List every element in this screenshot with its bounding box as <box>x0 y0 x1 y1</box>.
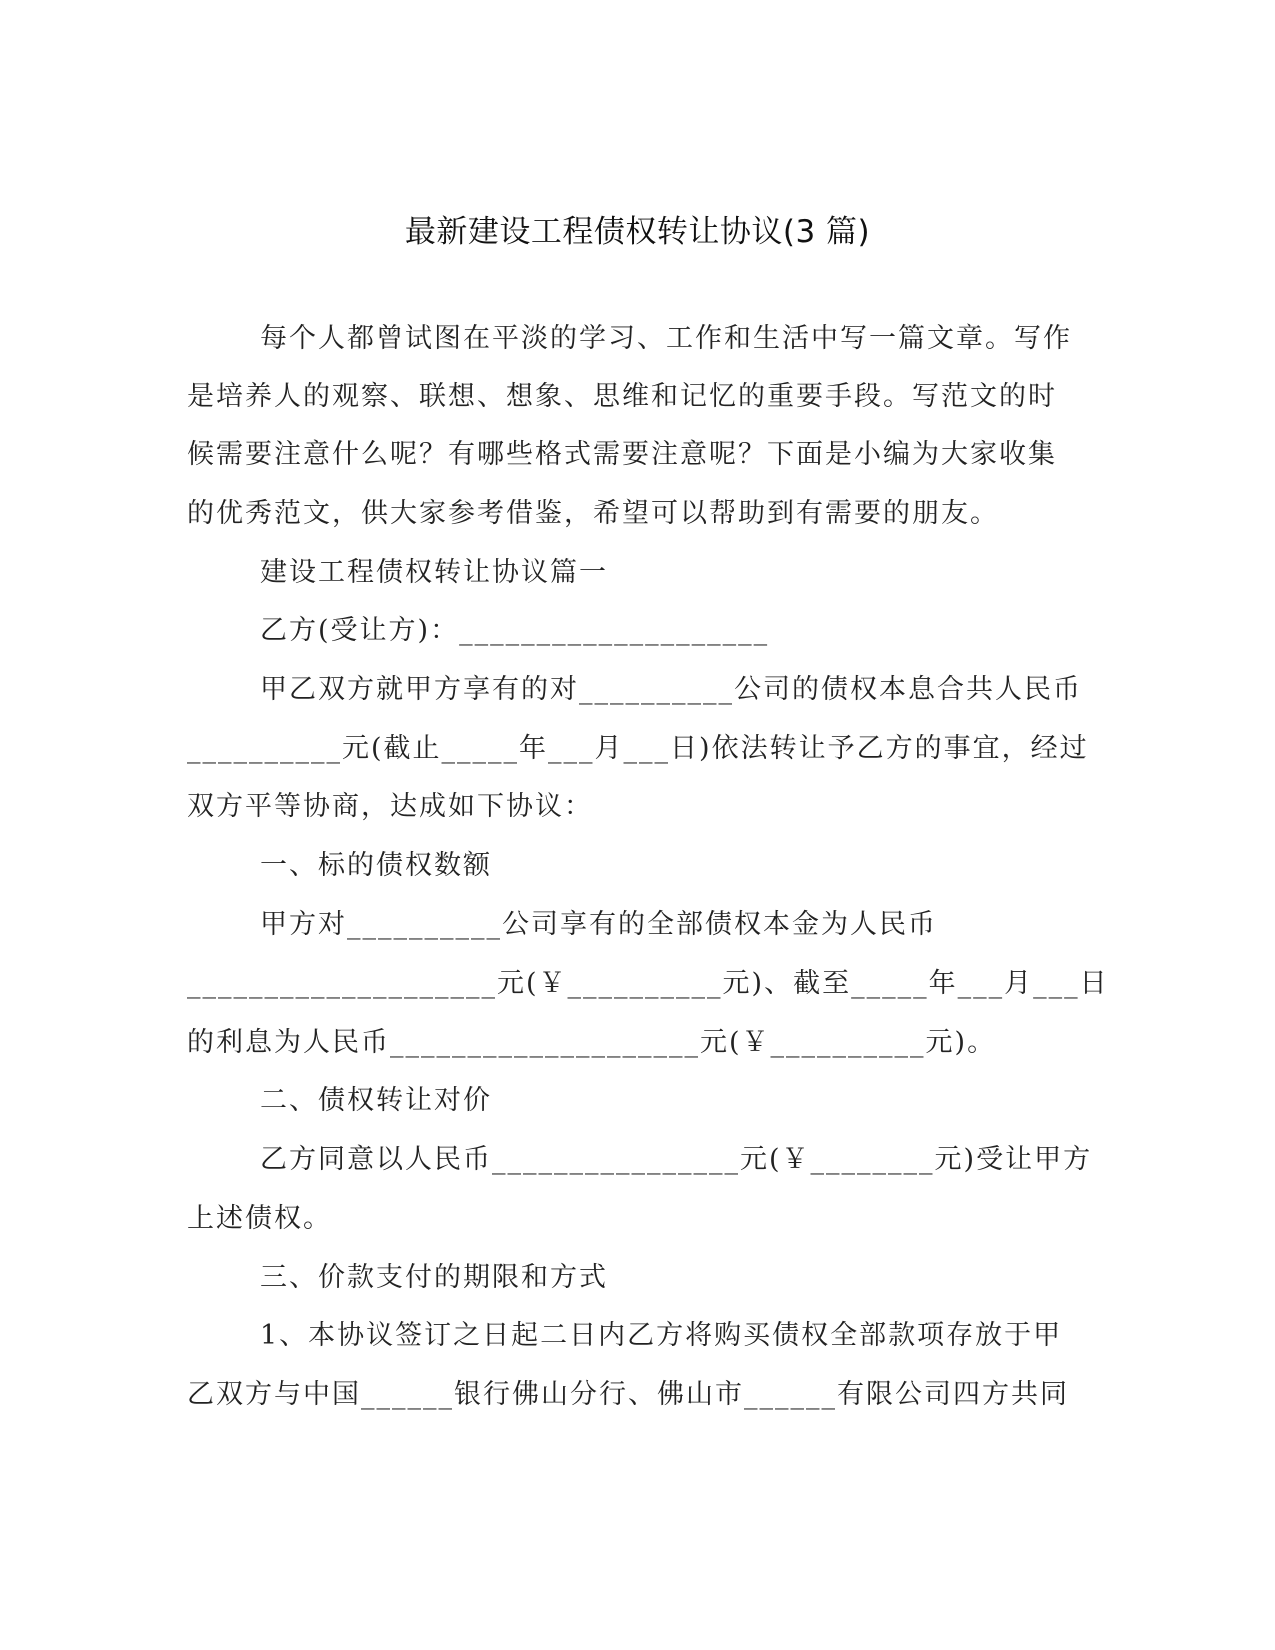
paragraph-line: 乙双方与中国______银行佛山分行、佛山市______有限公司四方共同 <box>187 1379 1069 1410</box>
paragraph-line: 上述债权。 <box>187 1203 332 1234</box>
paragraph-line: 双方平等协商，达成如下协议： <box>187 791 593 822</box>
paragraph-line: ____________________元(￥__________元)、截至_____年___月___日 <box>187 968 1109 999</box>
paragraph-line: 候需要注意什么呢？有哪些格式需要注意呢？下面是小编为大家收集 <box>187 439 1057 470</box>
paragraph-line: 是培养人的观察、联想、想象、思维和记忆的重要手段。写范文的时 <box>187 381 1057 412</box>
paragraph-line: 的优秀范文，供大家参考借鉴，希望可以帮助到有需要的朋友。 <box>187 498 999 529</box>
document-title: 最新建设工程债权转让协议(3 篇) <box>404 214 871 250</box>
paragraph-line: __________元(截止_____年___月___日)依法转让予乙方的事宜，经过 <box>187 733 1089 764</box>
clause-heading: 二、债权转让对价 <box>260 1085 492 1116</box>
clause-heading: 三、价款支付的期限和方式 <box>260 1262 608 1293</box>
paragraph-line: 的利息为人民币____________________元(￥__________元)。 <box>187 1027 997 1058</box>
paragraph-line: 甲乙双方就甲方享有的对__________公司的债权本息合共人民币 <box>260 674 1082 705</box>
paragraph-line: 甲方对__________公司享有的全部债权本金为人民币 <box>260 909 937 940</box>
clause-heading: 一、标的债权数额 <box>260 850 492 881</box>
paragraph-line: 每个人都曾试图在平淡的学习、工作和生活中写一篇文章。写作 <box>260 323 1072 354</box>
paragraph-line: 乙方同意以人民币________________元(￥________元)受让甲方 <box>260 1144 1093 1175</box>
paragraph-line: 1、本协议签订之日起二日内乙方将购买债权全部款项存放于甲 <box>260 1320 1063 1351</box>
paragraph-line: 乙方(受让方)：____________________ <box>260 615 770 646</box>
section-heading: 建设工程债权转让协议篇一 <box>260 557 608 588</box>
